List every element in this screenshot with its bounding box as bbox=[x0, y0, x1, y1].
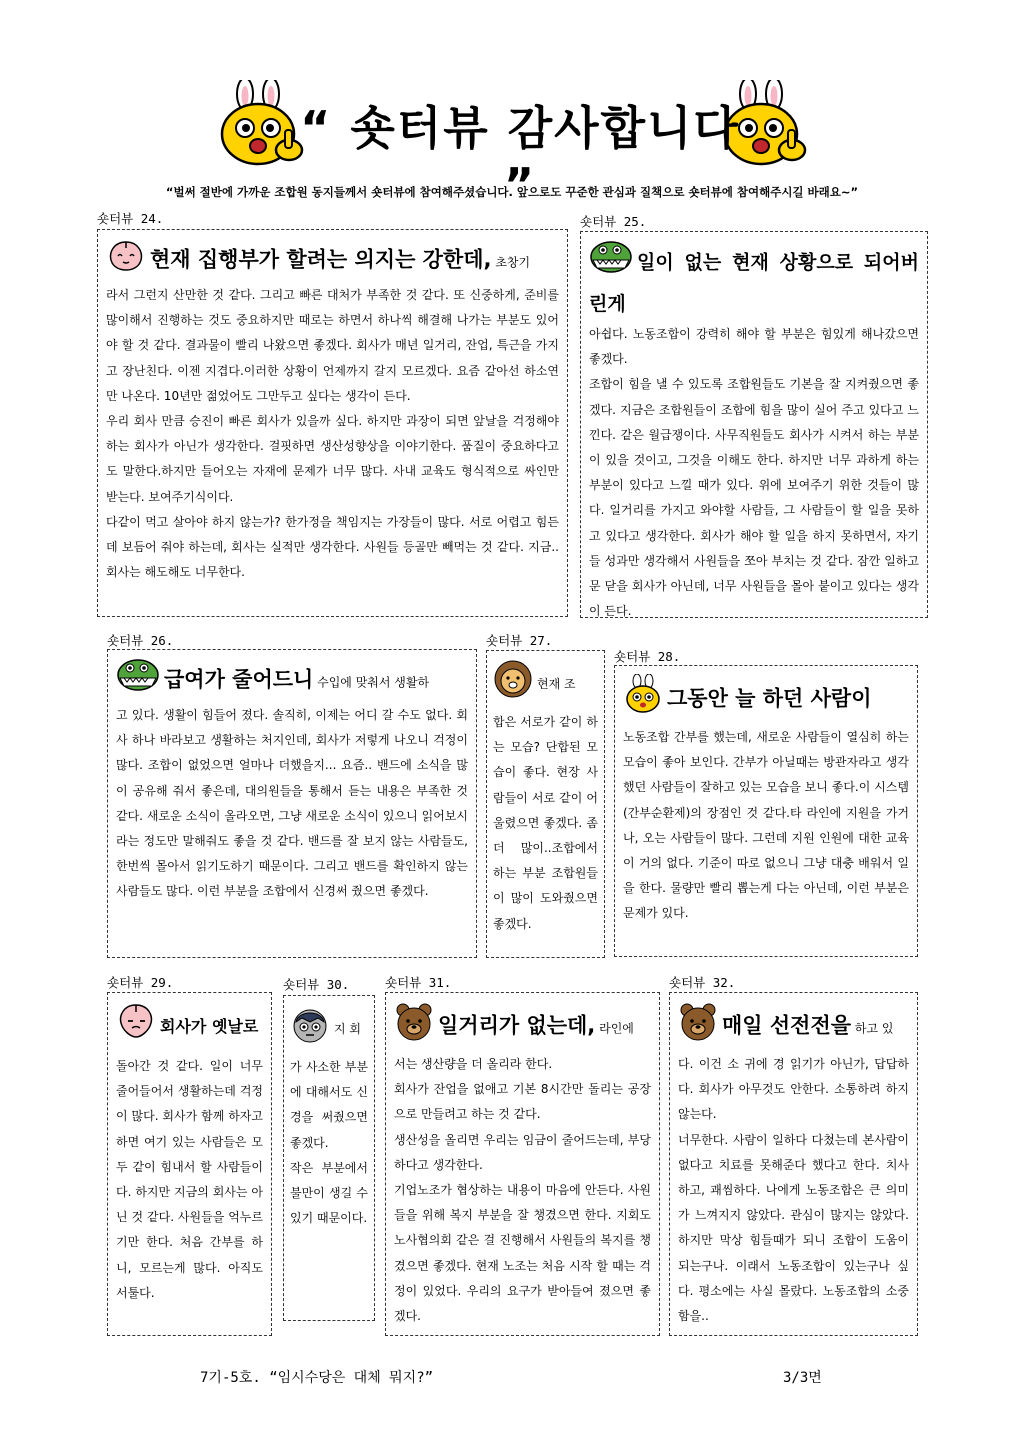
interview-paragraph: 기업노조가 협상하는 내용이 마음에 안든다. 사원들을 위해 복지 부분을 잘 챙겼으면 한다. 지회도 노사협의회 같은 걸 진행해서 사원들의 복지를 챙겼으면 좋겠다. 현재 노조는 처음 시작 할 때는 걱정이 있었다. 우리의 요구가 받아들여 졌으면 좋겠다. bbox=[394, 1183, 651, 1324]
rabbit-mascot-left-icon bbox=[215, 80, 307, 172]
interview-box-24 bbox=[97, 229, 568, 617]
interview-label: 숏터뷰 24. bbox=[97, 211, 164, 226]
interview-box-31 bbox=[385, 992, 660, 1336]
interview-paragraph: 합은 서로가 같이 하는 모습? 단합된 모습이 좋다. 현장 사람들이 서로 같이 어울렸으면 좋겠다. 좀 더 많이..조합에서 하는 부분 조합원들이 많이 도와줬으면 좋겠다. bbox=[493, 715, 598, 931]
interview-paragraph: 아쉽다. 노동조합이 강력히 해야 할 부분은 힘있게 해나갔으면 좋겠다. bbox=[589, 327, 919, 367]
interview-headline: 매일 선전전을 bbox=[722, 1013, 852, 1038]
interview-label: 숏터뷰 31. bbox=[385, 975, 452, 990]
page-subtitle: “벌써 절반에 가까운 조합원 동지들께서 숏터뷰에 참여해주셨습니다. 앞으로도 꾸준한 관심과 질책으로 숏터뷰에 참여해주시길 바래요~” bbox=[165, 185, 859, 199]
lion-face-icon bbox=[493, 659, 533, 710]
interview-headline-tail: 수입에 맞춰서 생활하 bbox=[313, 675, 430, 690]
interview-headline: 그동안 늘 하던 사람이 bbox=[667, 686, 872, 711]
interview-paragraph: 회사가 잔업을 없애고 기본 8시간만 돌리는 공장으로 만들려고 하는 것 같다. bbox=[394, 1082, 651, 1122]
interview-paragraph: 작은 부분에서 불만이 생길 수 있기 때문이다. bbox=[290, 1160, 368, 1226]
interview-paragraph: 노동조합 간부를 했는데, 새로운 사람들이 열심히 하는 모습이 좋아 보인다. 간부가 아닐때는 방관자라고 생각했던 사람들이 잘하고 있는 모습을 보니 좋다.이 시스템(간부순환제)의 장점인 것 같다.타 라인에 지원을 가거나, 오는 사람들이 많다. 그런데 지원 인원에 대한 교육이 거의 없다. 기준이 따로 없으니 그냥 대충 배워서 일을 한다. 물량만 빨리 뽑는게 다는 아닌데, 이런 부분은 문제가 있다. bbox=[623, 730, 909, 921]
interview-box-28 bbox=[614, 665, 918, 957]
peach-face-icon bbox=[116, 1001, 156, 1054]
interview-headline: 현재 집행부가 할려는 의지는 강한데, bbox=[150, 247, 492, 272]
page-title: “ 숏터뷰 감사합니다 ” bbox=[300, 101, 740, 212]
interview-paragraph: 우리 회사 만큼 승진이 빠른 회사가 있을까 싶다. 하지만 과장이 되면 앞날을 걱정해야하는 회사가 아닌가 생각한다. 걸핏하면 생산성향상을 이야기한다. 품질이 중요하다고도 말한다.하지만 들어오는 자재에 문제가 너무 많다. 사내 교육도 형식적으로 싸인만 받는다. 보여주기식이다. bbox=[106, 414, 559, 504]
interview-paragraph: 조합이 힘을 낼 수 있도록 조합원들도 기본을 잘 지켜줬으면 좋겠다. 지금은 조합원들이 조합에 힘을 많이 실어 주고 있다고 느낀다. 같은 월급쟁이다. 사무직원들도 회사가 시켜서 하는 부분이 있을 것이고, 그것을 이해도 한다. 하지만 너무 과하게 하는 부분이 있다고 느낄 때가 있다. 위에 보여주기 위한 것들이 많다. 일거리를 가지고 와야할 사람들, 그 사람들이 할 일을 못하고 있다고 생각한다. 회사가 해야 할 일을 하지 못하면서, 자기들 성과만 생각해서 사원들을 쪼아 부치는 것 같다. 잠깐 일하고 문 닫을 회사가 아닌데, 너무 사원들을 몰아 붙이고 있다는 생각이 든다. bbox=[589, 377, 919, 618]
crocodile-face-icon bbox=[589, 240, 633, 286]
interview-box-27 bbox=[486, 650, 605, 958]
interview-paragraph: 라서 그런지 산만한 것 같다. 그리고 빠른 대처가 부족한 것 같다. 또 신중하게, 준비를 많이해서 진행하는 것도 중요하지만 때로는 하면서 하나씩 해결해 나가는 부분도 있어야 할 것 같다. 결과물이 빨리 나왔으면 좋겠다. 회사가 매년 일거리, 잔업, 특근을 가지고 장난친다. 이젠 지겹다.이러한 상황이 언제까지 갈지 모르겠다. 요즘 같아선 하소연만 나온다. 10년만 젊었어도 그만두고 싶다는 생각이 든다. bbox=[106, 288, 559, 403]
interview-box-25 bbox=[580, 231, 928, 618]
footer-page-number: 3/3면 bbox=[783, 1370, 822, 1386]
interview-box-32 bbox=[669, 992, 918, 1336]
interview-paragraph: 서는 생산량을 더 올리라 한다. bbox=[394, 1057, 553, 1071]
interview-headline: 일거리가 없는데, bbox=[438, 1013, 596, 1038]
interview-headline: 회사가 옛날로 bbox=[160, 1017, 259, 1036]
interview-box-26 bbox=[107, 649, 477, 958]
frodo-face-icon bbox=[290, 1004, 330, 1055]
interview-headline-tail: 하고 있 bbox=[851, 1021, 894, 1036]
interview-paragraph: 생산성을 올리면 우리는 임금이 줄어드는데, 부당하다고 생각한다. bbox=[394, 1132, 651, 1172]
interview-box-30 bbox=[283, 995, 375, 1321]
interview-headline-tail: 현재 조 bbox=[537, 677, 576, 691]
interview-headline-tail: 라인에 bbox=[595, 1021, 634, 1036]
interview-paragraph: 다. 이건 소 귀에 경 읽기가 아닌가, 답답하다. 회사가 아무것도 안한다. 소통하려 하지 않는다. bbox=[678, 1057, 909, 1122]
bear-face-icon bbox=[394, 1001, 434, 1052]
interview-paragraph: 가 사소한 부분에 대해서도 신경을 써줬으면 좋겠다. bbox=[290, 1060, 368, 1150]
interview-headline-tail: 지 회 bbox=[334, 1022, 361, 1036]
interview-headline: 일이 없는 현재 상황으로 되어버린게 bbox=[589, 251, 919, 315]
interview-box-29 bbox=[107, 992, 272, 1336]
interview-paragraph: 다같이 먹고 살아야 하지 않는가? 한가정을 책임지는 가장들이 많다. 서로 어렵고 힘든데 보듬어 줘야 하는데, 회사는 실적만 생각한다. 사원들 등골만 빼먹는 것 같다. 지금.. 회사는 해도해도 너무한다. bbox=[106, 514, 559, 580]
interview-paragraph: 돌아간 것 같다. 일이 너무 줄어들어서 생활하는데 걱정이 많다. 회사가 함께 하자고 하면 여기 있는 사람들은 모두 같이 힘내서 할 사람들이다. 하지만 지금의 회사는 아닌 것 같다. 사원들을 억누르기만 한다. 처음 간부를 하니, 모르는게 많다. 아직도 서툴다. bbox=[116, 1059, 263, 1300]
interview-label: 숏터뷰 28. bbox=[614, 649, 681, 664]
interview-headline-tail: 초창기 bbox=[491, 255, 531, 270]
interview-paragraph: 고 있다. 생활이 힘들어 졌다. 솔직히, 이제는 어디 갈 수도 없다. 회사 하나 바라보고 생활하는 처지인데, 회사가 저렇게 나오니 걱정이 많다. 조합이 없었으면 얼마나 더했을지... 요즘.. 밴드에 소식을 많이 공유해 줘서 좋은데, 대의원들을 통해서 듣는 내용은 부족한 것 같다. 새로운 소식이 올라오면, 그냥 새로운 소식이 있으니 읽어보시라는 정도만 말해줘도 좋을 것 같다. 밴드를 잘 보지 않는 사람들도, 한번씩 몰아서 읽기도하기 때문이다. 그리고 밴드를 확인하지 않는 사람들도 많다. 이런 부분을 조합에서 신경써 줬으면 좋겠다. bbox=[116, 708, 468, 899]
interview-label: 숏터뷰 29. bbox=[107, 975, 174, 990]
interview-label: 숏터뷰 26. bbox=[107, 633, 174, 648]
crocodile-face-icon bbox=[116, 658, 160, 703]
rabbit-face-icon bbox=[623, 674, 663, 725]
peach-face-icon bbox=[106, 238, 146, 283]
interview-paragraph: 너무한다. 사람이 일하다 다쳤는데 본사람이 없다고 치료를 못해준다 했다고 한다. 치사하고, 괘씸하다. 나에게 노동조합은 큰 의미가 느껴지지 않았다. 관심이 많지는 않았다. 하지만 막상 힘들때가 되니 조합이 도움이 되는구나. 이래서 노동조합이 있는구나 싶다. 평소에는 사실 몰랐다. 노동조합의 소중함을.. bbox=[678, 1132, 909, 1324]
interview-headline: 급여가 줄어드니 bbox=[164, 667, 314, 692]
interview-label: 숏터뷰 32. bbox=[669, 975, 736, 990]
footer-issue: 7기-5호. “임시수당은 대체 뭐지?” bbox=[200, 1370, 434, 1386]
interview-label: 숏터뷰 30. bbox=[283, 977, 350, 992]
interview-label: 숏터뷰 25. bbox=[580, 214, 647, 229]
bear-face-icon bbox=[678, 1001, 718, 1052]
interview-label: 숏터뷰 27. bbox=[486, 633, 553, 648]
